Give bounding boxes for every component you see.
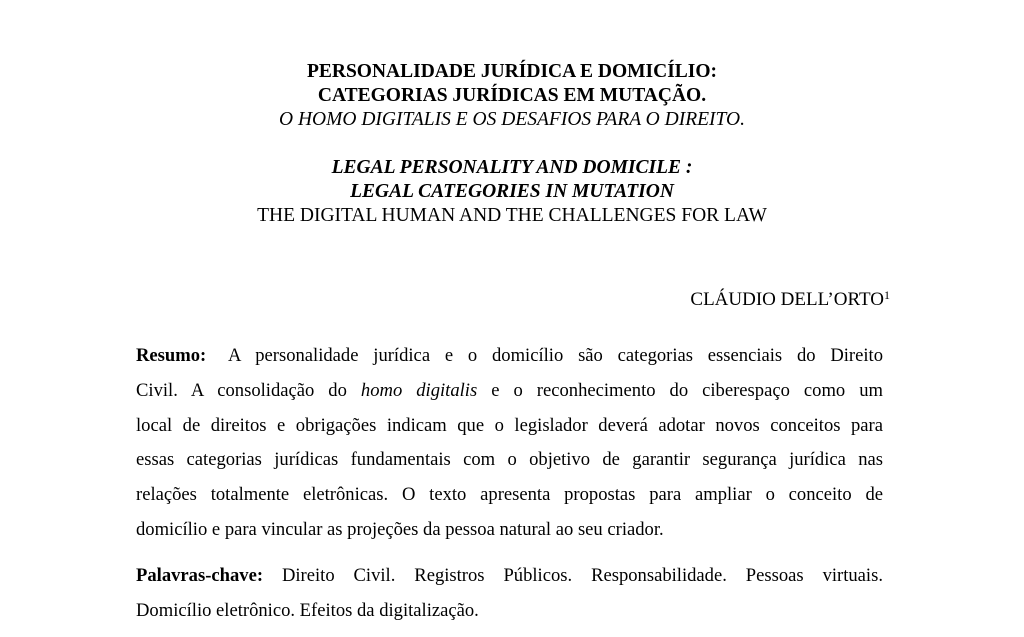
abstract-line — [136, 374, 883, 409]
abstract-line-3: local de direitos e obrigações indicam que o legislador deverá adotar novos conceitos para — [136, 414, 883, 436]
abstract-line-4: essas categorias jurídicas fundamentais com o objetivo de garantir segurança jurídica nas — [136, 449, 883, 471]
keywords-paragraph — [136, 559, 883, 629]
author-name-text: CLÁUDIO DELL’ORTO — [690, 289, 884, 310]
abstract-paragraph — [136, 339, 883, 548]
abstract-line-2b: e o reconhecimento do ciberespaço como um — [477, 379, 883, 401]
keywords-line-1: Direito Civil. Registros Públicos. Responsabilidade. Pessoas virtuais. — [263, 565, 883, 586]
abstract-line — [136, 339, 883, 374]
keywords-line-2: Domicílio eletrônico. Efeitos da digitalização. — [136, 599, 479, 621]
footnote-marker: 1 — [884, 288, 890, 302]
abstract-line-1: A personalidade jurídica e o domicílio são categorias essenciais do Direito — [228, 345, 884, 366]
keywords-label: Palavras-chave: — [136, 565, 264, 586]
abstract-line-2a: Civil. A consolidação do — [136, 379, 361, 401]
keywords-line — [136, 559, 883, 594]
subtitle-pt: O HOMO DIGITALIS E OS DESAFIOS PARA O DIREITO. — [279, 109, 745, 130]
title-en-line-2: LEGAL CATEGORIES IN MUTATION — [350, 181, 674, 202]
abstract-line-5: relações totalmente eletrônicas. O texto apresenta propostas para ampliar o conceito de — [136, 484, 883, 506]
title-english — [0, 156, 1024, 228]
abstract-label: Resumo: — [136, 345, 207, 366]
abstract-line-2-italic: homo digitalis — [360, 379, 478, 401]
title-pt-line-2: CATEGORIAS JURÍDICAS EM MUTAÇÃO. — [317, 85, 707, 106]
abstract-line-6: domicílio e para vincular as projeções da pessoa natural ao seu criador. — [136, 518, 664, 540]
author-name — [690, 288, 890, 312]
title-en-line-1: LEGAL PERSONALITY AND DOMICILE : — [331, 157, 693, 178]
title-pt-line-1: PERSONALIDADE JURÍDICA E DOMICÍLIO: — [306, 61, 718, 82]
title-portuguese — [0, 60, 1024, 132]
subtitle-en: THE DIGITAL HUMAN AND THE CHALLENGES FOR LAW — [257, 205, 767, 226]
